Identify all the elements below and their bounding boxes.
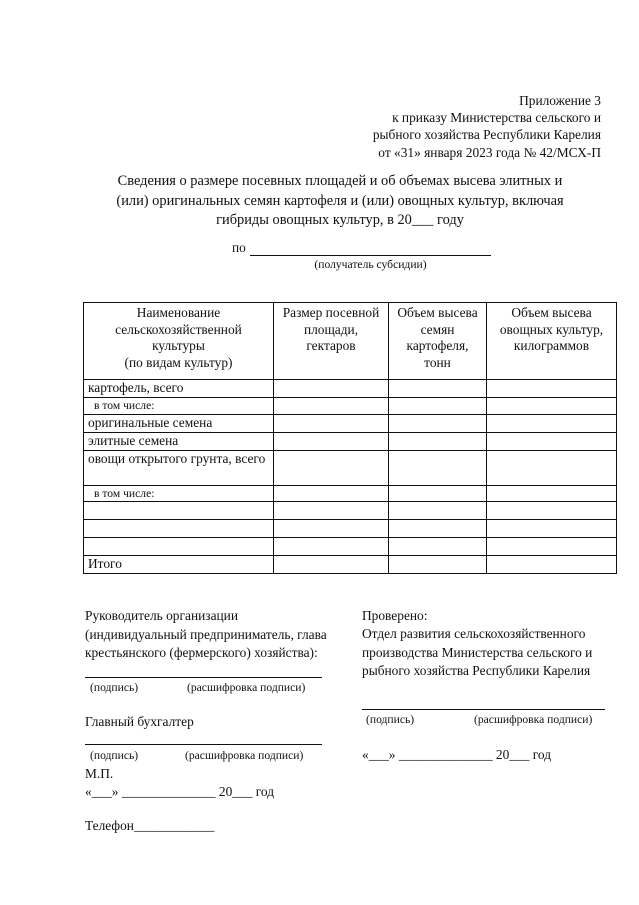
- row-label[interactable]: [84, 538, 274, 556]
- department-label: [362, 625, 592, 681]
- row-label: картофель, всего: [84, 380, 274, 398]
- header-text: картофеля,: [406, 338, 469, 353]
- cell-potato[interactable]: [389, 380, 487, 398]
- cell-vegetable[interactable]: [487, 432, 617, 450]
- head-decode-caption: (расшифровка подписи): [187, 681, 306, 694]
- cell-vegetable[interactable]: [487, 520, 617, 538]
- header-text: тонн: [424, 354, 451, 370]
- document-title: [70, 172, 610, 231]
- recipient-prefix: по: [232, 240, 246, 255]
- cell-potato[interactable]: [389, 398, 487, 415]
- row-label[interactable]: [84, 520, 274, 538]
- annex-date-line: от «31» января 2023 года № 42/МСХ-П: [378, 144, 601, 160]
- cell-potato[interactable]: [389, 502, 487, 520]
- row-label: Итого: [84, 556, 274, 574]
- cell-vegetable[interactable]: [487, 538, 617, 556]
- header-text: Объем высева: [397, 305, 478, 320]
- head-line-2: (индивидуальный предприниматель, глава: [85, 626, 327, 642]
- chief-accountant-label: Главный бухгалтер: [85, 714, 194, 729]
- annex-ministry-line: рыбного хозяйства Республики Карелия: [372, 127, 601, 143]
- annex-order-line: к приказу Министерства сельского и: [392, 110, 601, 126]
- header-text: семян: [420, 321, 455, 337]
- row-label: овощи открытого грунта, всего: [84, 450, 274, 485]
- phone-field[interactable]: Телефон____________: [85, 818, 215, 833]
- head-signature-caption: (подпись): [90, 681, 139, 694]
- stamp-place-label: М.П.: [85, 766, 114, 781]
- cell-vegetable[interactable]: [487, 398, 617, 415]
- cell-potato[interactable]: [389, 538, 487, 556]
- dept-line-1: Отдел развития сельскохозяйственного: [362, 626, 586, 641]
- table-row: [84, 520, 617, 538]
- head-line-1: Руководитель организации: [85, 608, 239, 623]
- row-label: в том числе:: [84, 398, 274, 415]
- header-text: площади,: [303, 321, 359, 337]
- row-label: оригинальные семена: [84, 414, 274, 432]
- table-row: [84, 432, 617, 450]
- table-row: [84, 485, 617, 502]
- cell-area[interactable]: [274, 502, 389, 520]
- header-potato-volume: [389, 303, 487, 380]
- cell-potato[interactable]: [389, 485, 487, 502]
- table-row: [84, 502, 617, 520]
- header-text: сельскохозяйственной: [115, 321, 242, 337]
- cell-area[interactable]: [274, 450, 389, 485]
- header-crop-name: [84, 303, 274, 380]
- cell-area[interactable]: [274, 380, 389, 398]
- title-line-3: гибриды овощных культур, в 20___ году: [216, 212, 464, 228]
- cell-area[interactable]: [274, 520, 389, 538]
- dept-signature-line[interactable]: [362, 709, 605, 710]
- header-text: Наименование: [136, 305, 221, 320]
- cell-area[interactable]: [274, 398, 389, 415]
- cell-vegetable[interactable]: [487, 502, 617, 520]
- head-of-organization-label: [85, 607, 327, 663]
- cell-vegetable[interactable]: [487, 450, 617, 485]
- dept-decode-caption: (расшифровка подписи): [474, 713, 593, 726]
- header-text: Размер посевной: [282, 305, 380, 320]
- recipient-caption: (получатель субсидии): [314, 258, 427, 271]
- cell-vegetable[interactable]: [487, 414, 617, 432]
- dept-line-3: рыбного хозяйства Республики Карелия: [362, 663, 591, 678]
- row-label: элитные семена: [84, 432, 274, 450]
- header-text: килограммов: [513, 338, 590, 353]
- header-text: Объем высева: [511, 305, 592, 320]
- cell-vegetable[interactable]: [487, 556, 617, 574]
- cell-vegetable[interactable]: [487, 380, 617, 398]
- row-label[interactable]: [84, 502, 274, 520]
- right-date-field[interactable]: «___» ______________ 20___ год: [362, 747, 552, 762]
- left-date-field[interactable]: «___» ______________ 20___ год: [85, 784, 275, 799]
- dept-signature-caption: (подпись): [366, 713, 415, 726]
- annex-header: [373, 92, 601, 161]
- header-text: (по видам культур): [124, 354, 233, 370]
- cell-potato[interactable]: [389, 556, 487, 574]
- table-row-total: [84, 556, 617, 574]
- table-row: [84, 398, 617, 415]
- checked-label: Проверено:: [362, 608, 428, 623]
- header-text: овощных культур,: [499, 321, 604, 337]
- table-row: [84, 380, 617, 398]
- annex-title: Приложение 3: [519, 93, 601, 108]
- header-text: гектаров: [306, 338, 356, 353]
- table-row: [84, 538, 617, 556]
- cell-vegetable[interactable]: [487, 485, 617, 502]
- table-header-row: [84, 303, 617, 380]
- header-text: культуры: [152, 338, 205, 353]
- head-line-3: крестьянского (фермерского) хозяйства):: [85, 645, 318, 660]
- cell-potato[interactable]: [389, 432, 487, 450]
- cell-potato[interactable]: [389, 414, 487, 432]
- cell-area[interactable]: [274, 432, 389, 450]
- accountant-signature-line[interactable]: [85, 744, 322, 745]
- cell-area[interactable]: [274, 414, 389, 432]
- title-line-2: (или) оригинальных семян картофеля и (или) овощных культур, включая: [116, 192, 564, 209]
- cell-area[interactable]: [274, 538, 389, 556]
- recipient-field-line[interactable]: [250, 255, 491, 256]
- dept-line-2: производства Министерства сельского и: [362, 644, 593, 660]
- row-label: в том числе:: [84, 485, 274, 502]
- header-area: [274, 303, 389, 380]
- header-vegetable-volume: [487, 303, 617, 380]
- cell-potato[interactable]: [389, 520, 487, 538]
- title-line-1: Сведения о размере посевных площадей и об объемах высева элитных и: [117, 173, 563, 189]
- sowing-data-table: [83, 302, 617, 574]
- table-row: [84, 414, 617, 432]
- cell-area[interactable]: [274, 556, 389, 574]
- accountant-decode-caption: (расшифровка подписи): [185, 749, 304, 762]
- head-signature-line[interactable]: [85, 677, 322, 678]
- cell-potato[interactable]: [389, 450, 487, 485]
- table-row: [84, 450, 617, 485]
- accountant-signature-caption: (подпись): [90, 749, 139, 762]
- cell-area[interactable]: [274, 485, 389, 502]
